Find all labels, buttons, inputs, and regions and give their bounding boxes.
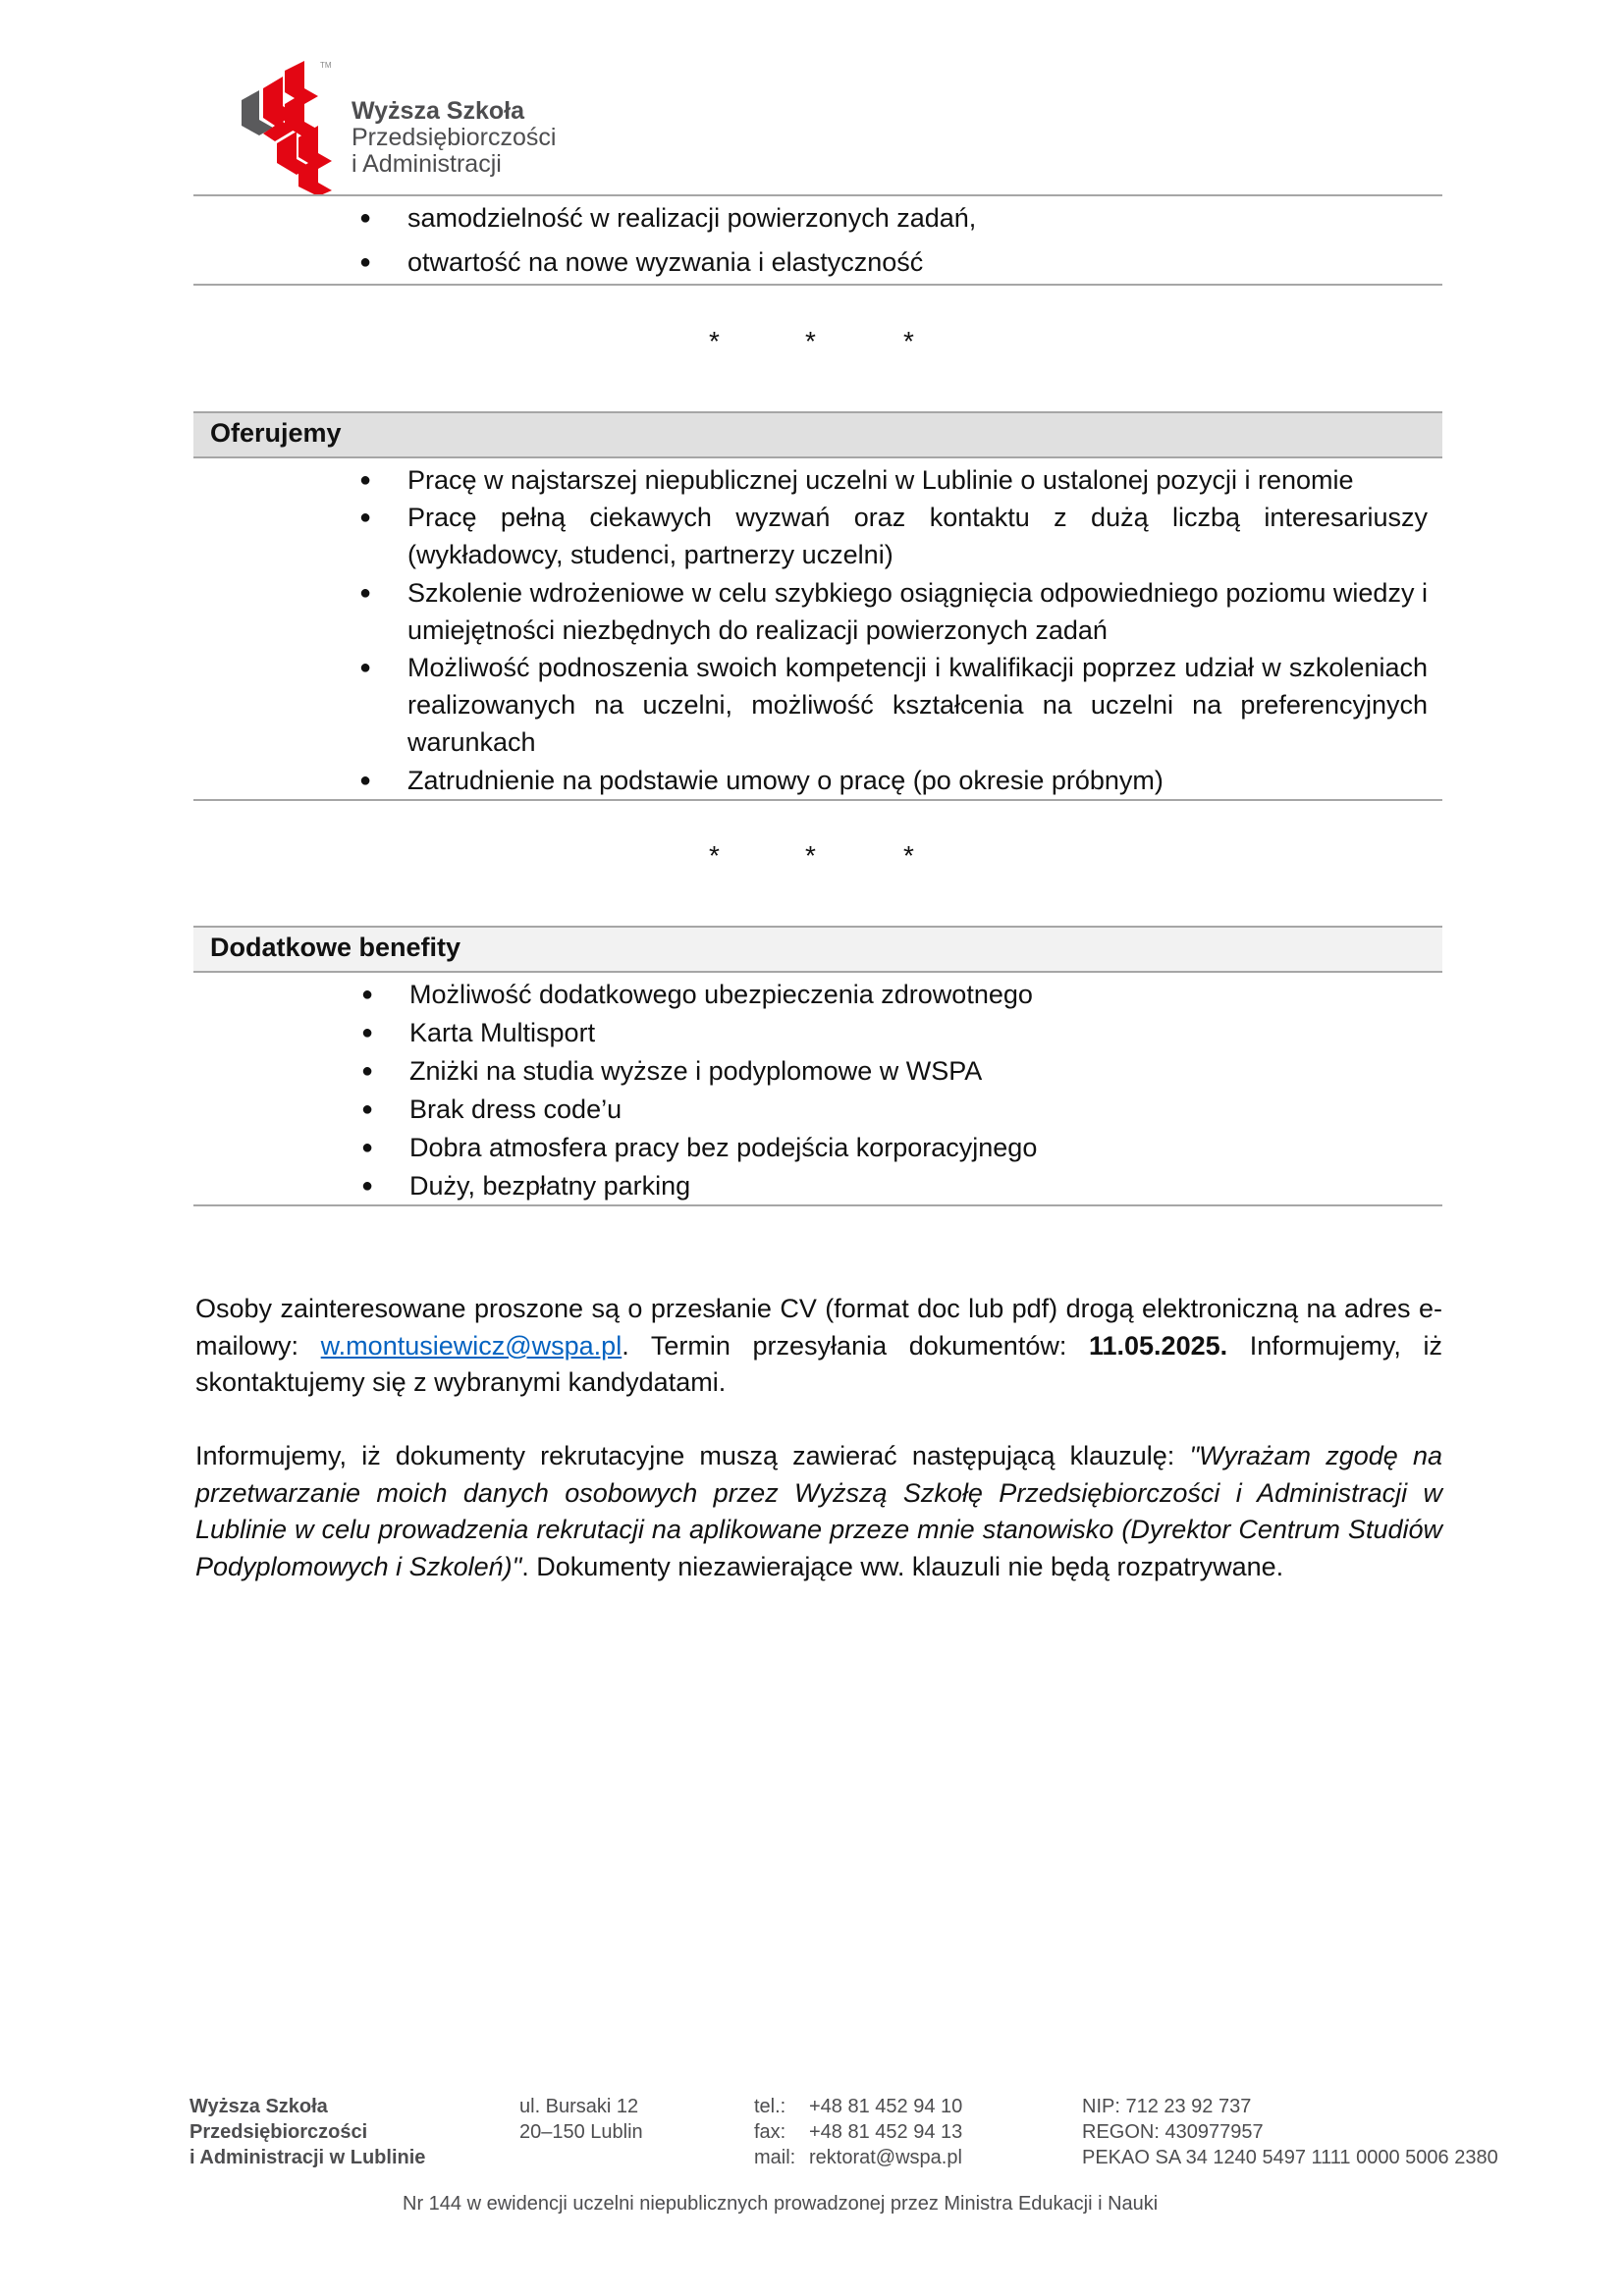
separator-star: * <box>709 840 720 871</box>
footer-note: Nr 144 w ewidencji uczelni niepublicznych prowadzonej przez Ministra Edukacji i Nauki <box>403 2193 1159 2215</box>
email-link[interactable]: w.montusiewicz@wspa.pl <box>320 1330 623 1361</box>
bullet-icon: ● <box>358 582 372 604</box>
table-divider <box>193 1204 1442 1206</box>
separator-star: * <box>903 326 914 356</box>
university-logo <box>240 61 573 196</box>
application-paragraph: Osoby zainteresowane proszone są o przesłanie CV (format doc lub pdf) drogą elektroniczną na adres e-mailowy: w.montusiewicz@wspa.pl. Termin przesyłania dokumentów: 11.05.2025. Informujemy, iż skontaktujemy się z wybranymi kandydatami. <box>195 1294 1442 1398</box>
bullet-icon: ● <box>358 507 372 528</box>
trademark-symbol: TM <box>320 61 332 70</box>
section-header-offer <box>193 411 1442 458</box>
section-title: Oferujemy <box>210 418 342 448</box>
footer-fax: +48 81 452 94 13 <box>809 2121 963 2143</box>
bullet-icon: ● <box>358 657 372 678</box>
footer-contact-labels: tel.: fax: mail: <box>754 2096 796 2168</box>
logo-line-2: Przedsiębiorczości <box>352 124 557 151</box>
separator-star: * <box>805 840 816 871</box>
table-divider <box>193 284 1442 286</box>
consent-clause: "Wyrażam zgodę na przetwarzanie moich danych osobowych przez Wyższą Szkołę Przedsiębiorczości i Administracji w Lublinie w celu prowadzenia rekrutacji na aplikowane przeze mnie stanowisko (Dyrektor Centrum Studiów Podyplomowych i Szkoleń)" <box>195 1441 1442 1582</box>
bullet-icon: ● <box>360 1137 374 1158</box>
logo-line-3: i Administracji <box>352 150 502 178</box>
bullet-icon: ● <box>358 770 372 791</box>
separator-star: * <box>805 326 816 356</box>
section-title: Dodatkowe benefity <box>210 933 461 962</box>
bullet-icon: ● <box>360 1098 374 1120</box>
logo-wordmark <box>352 98 556 178</box>
logo-mark-icon <box>240 61 350 196</box>
bullet-icon: ● <box>360 1175 374 1197</box>
footer-phone: +48 81 452 94 10 <box>809 2096 963 2117</box>
bullet-icon: ● <box>360 984 374 1005</box>
clause-paragraph: Informujemy, iż dokumenty rekrutacyjne muszą zawierać następującą klauzulę: "Wyrażam zgodę na przetwarzanie moich danych osobowych przez Wyższą Szkołę Przedsiębiorczości i Administracji w Lublinie w celu prowadzenia rekrutacji na aplikowane przeze mnie stanowisko (Dyrektor Centrum Studiów Podyplomowych i Szkoleń)". Dokumenty niezawierające ww. klauzuli nie będą rozpatrywane. <box>195 1441 1442 1582</box>
bullet-icon: ● <box>358 251 372 273</box>
separator-star: * <box>903 840 914 871</box>
deadline-date: 11.05.2025. <box>1088 1330 1228 1361</box>
footer-registry: NIP: 712 23 92 737 REGON: 430977957 PEKAO SA 34 1240 5497 1111 0000 5006 2380 <box>1082 2096 1498 2168</box>
separator-star: * <box>709 326 720 356</box>
table-divider <box>193 194 1442 196</box>
bullet-icon: ● <box>360 1022 374 1043</box>
footer-address: ul. Bursaki 12 20–150 Lublin <box>519 2096 643 2143</box>
logo-line-1: Wyższa Szkoła <box>352 97 525 125</box>
footer-email[interactable]: rektorat@wspa.pl <box>809 2147 962 2168</box>
bullet-icon: ● <box>358 207 372 229</box>
footer-org: Wyższa Szkoła Przedsiębiorczości i Administracji w Lublinie <box>189 2096 426 2168</box>
footer-contact-values <box>809 2094 962 2170</box>
section-header-benefits <box>193 926 1442 973</box>
bullet-icon: ● <box>360 1060 374 1082</box>
bullet-icon: ● <box>358 469 372 491</box>
table-divider <box>193 799 1442 801</box>
